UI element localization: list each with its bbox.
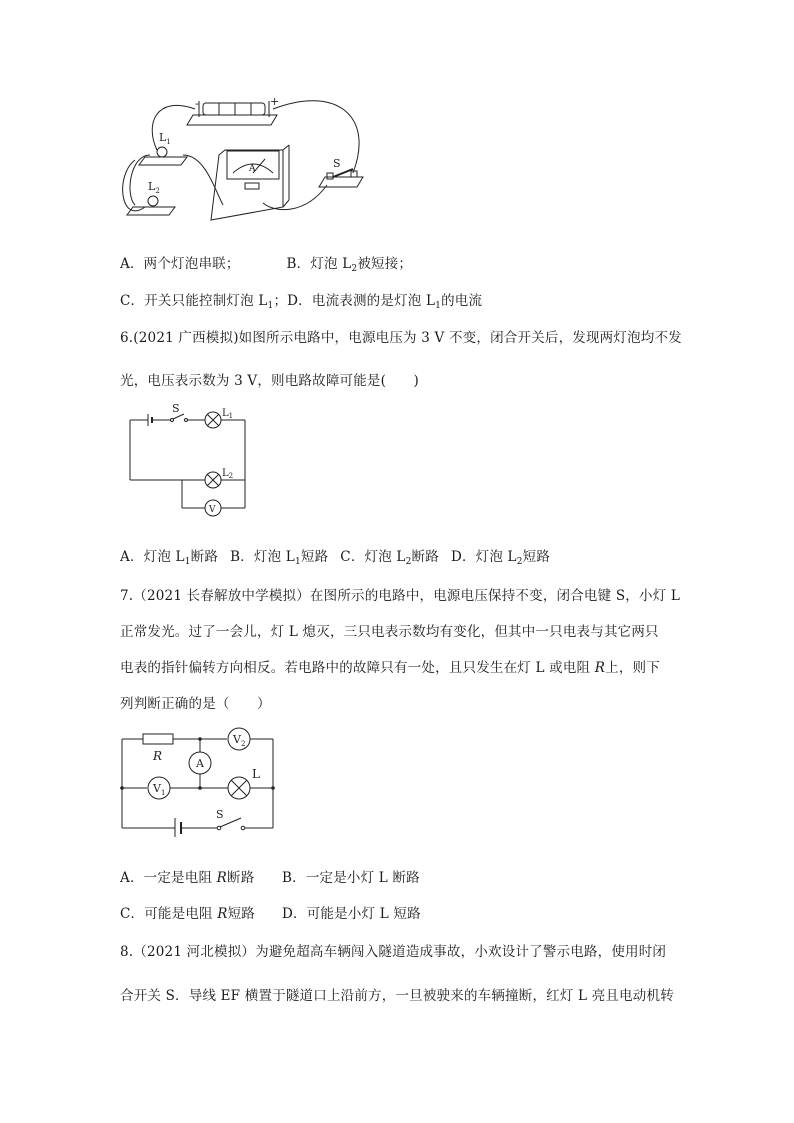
q5-options-row1 [120,252,412,274]
wire [183,155,223,205]
q5-option-c: C．开关只能控制灯泡 $L_1$； [120,293,288,311]
q8-stem-line1: 8.（2021 河北模拟）为避免超高车辆闯入隧道造成事故，小欢设计了警示电路，使用时闭 [120,944,667,960]
q7-option-b: B．一定是小灯 L 断路 [282,870,420,886]
q7-fig-a: A [196,757,204,770]
q6-option-a: A．灯泡 $L_1$断路 [120,549,219,567]
q6-fig-l2: $L_2$ [222,468,234,480]
q6-option-c: C．灯泡 $L_2$断路 [340,549,439,567]
wire [130,155,150,205]
ammeter-body [211,150,283,220]
q7-circuit-diagram [115,722,285,837]
q5-option-d: D．电流表测的是灯泡 $L_1$的电流 [287,293,483,311]
q6-stem-line1: 6.(2021 广西模拟)如图所示电路中，电源电压为 3 V 不变，闭合开关后，发现两灯泡均不发 [120,330,682,346]
switch-base [319,177,363,187]
bulb-l1 [157,147,167,157]
q6-option-d: D．灯泡 $L_2$短路 [450,549,551,567]
battery-base [187,115,277,125]
bulb-l2 [148,196,158,206]
battery-cells [203,103,265,115]
q7-option-a: A．一定是电阻 R断路 [120,870,255,886]
fig1-l2-label: $L_2$ [148,180,160,195]
q7-fig-v1: $V_1$ [153,782,166,797]
q7-stem-line1: 7.（2021 长春解放中学模拟）在图所示的电路中，电源电压保持不变，闭合电键 S，小灯 L [120,588,681,604]
q7-resistor [143,734,173,744]
q6-stem-line2: 光，电压表示数为 3 V，则电路故障可能是( ) [120,373,419,389]
fig1-s-label: S [333,157,341,170]
wire [263,185,327,210]
q6-circuit-diagram [120,400,260,520]
q7-fig-l: L [252,767,260,781]
battery-plus-label: + [270,95,280,108]
q6-fig-v: V [209,505,216,515]
physical-circuit-figure [115,95,385,230]
q6-option-b: B．灯泡 $L_1$短路 [230,549,329,567]
q6-options [120,545,550,567]
q7-options-row1 [120,866,420,886]
q5-option-a: A．两个灯泡串联； [120,256,240,272]
battery-minus-label: - [195,97,199,110]
q7-options-row2 [120,902,421,922]
q5-option-b: B．灯泡 $L_2$被短接； [286,256,413,274]
wire [273,101,359,173]
q7-stem-line4: 列判断正确的是（ ） [120,696,271,712]
q7-stem-line3: 电表的指针偏转方向相反。若电路中的故障只有一处，且只发生在灯 L 或电阻 R上，则下 [120,660,660,676]
q7-option-d: D．可能是小灯 L 短路 [282,906,421,922]
q5-options-row2 [120,289,482,311]
q7-fig-r: R [153,749,163,763]
ammeter-letter: A [249,164,256,174]
q7-fig-v2: $V_2$ [233,733,246,748]
q6-fig-s: S [172,402,180,415]
q7-stem-line2: 正常发光。过了一会儿，灯 L 熄灭，三只电表示数均有变化，但其中一只电表与其它两只 [120,624,659,640]
lamp-holder-l1 [139,157,187,165]
q8-stem-line2: 合开关 S．导线 EF 横置于隧道口上沿前方，一旦被驶来的车辆撞断，红灯 L 亮且电动机转 [120,988,674,1004]
q7-fig-s: S [216,808,224,821]
fig1-l1-label: $L_1$ [159,131,171,146]
q7-option-c: C．可能是电阻 R短路 [120,906,256,922]
q6-fig-l1: $L_1$ [222,408,234,420]
